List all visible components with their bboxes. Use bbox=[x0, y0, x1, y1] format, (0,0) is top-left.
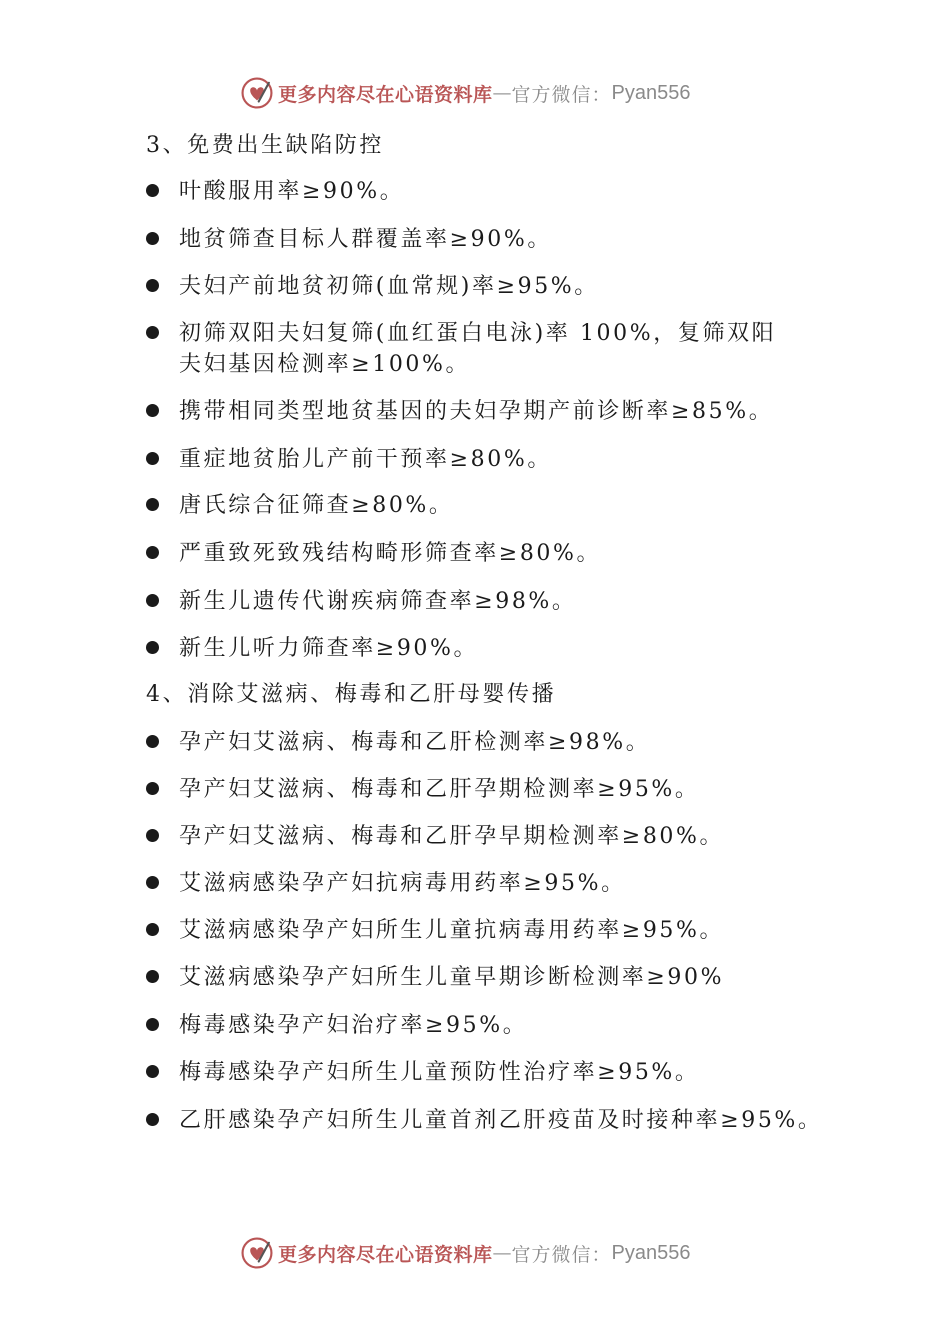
watermark-contact-id: Pyan556 bbox=[611, 81, 691, 104]
bullet-icon bbox=[146, 735, 159, 748]
section-heading-3: 3、免费出生缺陷防控 bbox=[146, 133, 384, 158]
watermark-separator: — bbox=[492, 82, 512, 104]
heart-pen-logo-icon bbox=[240, 1236, 274, 1270]
bullet-icon bbox=[146, 970, 159, 983]
watermark-separator: — bbox=[492, 1242, 512, 1264]
bullet-icon bbox=[146, 1113, 159, 1126]
bullet-icon bbox=[146, 279, 159, 292]
bullet-icon bbox=[146, 923, 159, 936]
bullet-icon bbox=[146, 782, 159, 795]
bullet-icon bbox=[146, 184, 159, 197]
watermark-contact-label: 官方微信： bbox=[511, 83, 612, 106]
bullet-icon bbox=[146, 452, 159, 465]
bullet-icon bbox=[146, 1018, 159, 1031]
bullet-icon bbox=[146, 546, 159, 559]
section-heading-4: 4、消除艾滋病、梅毒和乙肝母婴传播 bbox=[146, 682, 557, 707]
bullet-icon bbox=[146, 498, 159, 511]
watermark-brand: 更多内容尽在心语资料库 bbox=[278, 83, 493, 106]
multiline-item: 初筛双阳夫妇复筛(血红蛋白电泳)率 100%，复筛双阳 夫妇基因检测率≥100%。 bbox=[179, 321, 777, 377]
watermark-brand: 更多内容尽在心语资料库 bbox=[278, 1243, 493, 1266]
bullet-icon bbox=[146, 876, 159, 889]
footer-watermark bbox=[240, 1235, 760, 1271]
bullet-icon bbox=[146, 594, 159, 607]
bullet-icon bbox=[146, 1065, 159, 1078]
bullet-icon bbox=[146, 829, 159, 842]
bullet-icon bbox=[146, 232, 159, 245]
watermark-contact-label: 官方微信： bbox=[511, 1243, 612, 1266]
watermark-contact-id: Pyan556 bbox=[611, 1241, 691, 1264]
document-body: 3、免费出生缺陷防控 叶酸服用率≥90%。 地贫筛查目标人群覆盖率≥90%。 夫妇产前地贫初筛(血常规)率≥95%。 初筛双阳夫妇复筛(血红蛋白电泳)率 100%，复筛双阳 夫妇基因检测率≥100%。 携带相同类型地贫基因的夫妇孕期产前诊断率≥85%。 重症地贫胎儿产前干预率≥80%。 唐氏综合征筛查≥80%。 严重致死致残结构畸形筛查率≥80%。 新生儿遗传代谢疾病筛查率≥98%。 新生儿听力筛查率≥90%。 4、消除艾滋病、梅毒和乙肝母婴传播 孕产妇艾滋病、梅毒和乙肝检测率≥98%。 孕产妇艾滋病、梅毒和乙肝孕期检测率≥95%。 孕产妇艾滋病、梅毒和乙肝孕早期检测率≥80%。 艾滋病感染孕产妇抗病毒用药率≥95%。 艾滋病感染孕产妇所生儿童抗病毒用药率≥95%。 艾滋病感染孕产妇所生儿童早期诊断检测率≥90% 梅毒感染孕产妇治疗率≥95%。 梅毒感染孕产妇所生儿童预防性治疗率≥95%。 乙肝感染孕产妇所生儿童首剂乙肝疫苗及时接种率≥95%。 bbox=[146, 133, 823, 1133]
bullet-icon bbox=[146, 641, 159, 654]
bullet-icon bbox=[146, 326, 159, 339]
bullet-icon bbox=[146, 404, 159, 417]
